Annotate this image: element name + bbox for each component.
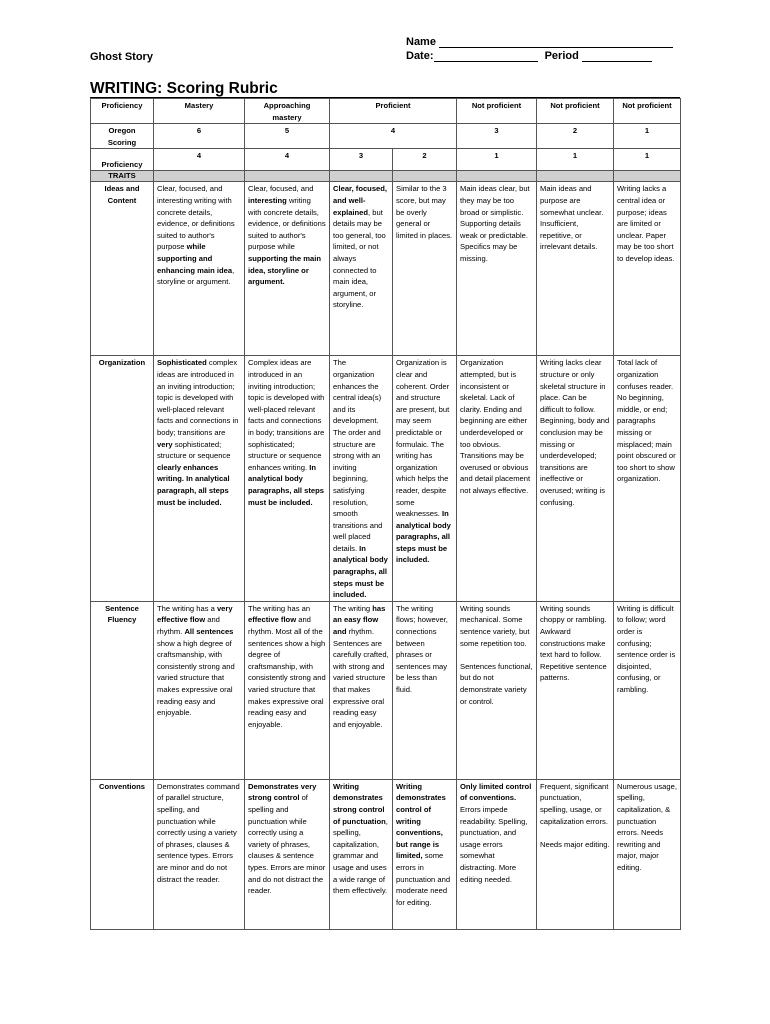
trait-cell: Organization is clear and coherent. Order and structure are present, but may seem predictable or formulaic. The writing has organization which helps the reader, despite some weaknesses. In analytical body paragraphs, all steps must be included. [393,356,457,601]
trait-row-ideas [91,182,681,356]
period-line [582,50,652,62]
trait-cell: The writing flows; however, connections between phrases or sentences may be less than fluid. [393,601,457,779]
proficiency-score: 1 [457,149,537,171]
traits-shade [245,171,330,182]
trait-cell: Writing demonstrates strong control of punctuation, spelling, capitalization, grammar and usage and uses a wide range of them effectively. [330,779,393,929]
trait-name: Sentence Fluency [91,601,154,779]
trait-cell: Sophisticated complex ideas are introduced in an inviting introduction; topic is developed with well-placed relevant facts and connections in body; transitions are very sophisticated; structure or sequence clearly enhances writing. In analytical paragraph, all steps must be included. [154,356,245,601]
proficiency-score: 4 [154,149,245,171]
date-label: Date: [406,50,434,62]
trait-cell: Main ideas and purpose are somewhat unclear. Insufficient, repetitive, or irrelevant details. [537,182,614,356]
page-title: WRITING: Scoring Rubric [90,80,278,97]
col-header-mastery: Mastery [154,99,245,124]
trait-row-sentence-fluency [91,601,681,779]
col-header-not-proficient-1: Not proficient [614,99,681,124]
oregon-scoring-label: Oregon Scoring [91,124,154,149]
name-label: Name [406,36,436,48]
date-period-field[interactable] [406,50,652,62]
proficiency-score: 1 [614,149,681,171]
trait-cell: Main ideas clear, but they may be too broad or simplistic. Supporting details weak or predictable. Specifics may be missing. [457,182,537,356]
traits-label: TRAITS [91,171,154,182]
trait-name: Conventions [91,779,154,929]
trait-cell: Writing is difficult to follow; word order is confusing; sentence order is disjointed, confusing, or rambling. [614,601,681,779]
oregon-score: 1 [614,124,681,149]
traits-shade [537,171,614,182]
trait-cell: The writing has an easy flow and rhythm. Sentences are carefully crafted, with strong and varied structure that makes expressive oral reading easy and enjoyable. [330,601,393,779]
traits-shade [330,171,393,182]
oregon-score: 3 [457,124,537,149]
proficiency-score: 2 [393,149,457,171]
col-header-proficient: Proficient [330,99,457,124]
trait-cell: Writing sounds mechanical. Some sentence variety, but some repetition too. Sentences functional, but do not demonstrate variety or control. [457,601,537,779]
proficiency-score: 3 [330,149,393,171]
oregon-score: 4 [330,124,457,149]
traits-row [91,171,681,182]
trait-cell: Frequent, significant punctuation, spelling, usage, or capitalization errors. Needs major editing. [537,779,614,929]
proficiency-label: Proficiency [91,149,154,171]
trait-name: Organization [91,356,154,601]
date-line [434,50,538,62]
traits-shade [614,171,681,182]
trait-cell: Demonstrates very strong control of spelling and punctuation while correctly using a variety of phrases, clauses & sentence types. Errors are minor and do not distract the reader. [245,779,330,929]
traits-shade [457,171,537,182]
trait-row-organization [91,356,681,601]
trait-cell: Organization attempted, but is inconsistent or skeletal. Lack of clarity. Ending and beginning are either underdeveloped or too obvious. Transitions may be overused or obvious and detail placement not always effective. [457,356,537,601]
oregon-score: 6 [154,124,245,149]
story-title: Ghost Story [90,51,153,63]
trait-cell: The writing has a very effective flow and rhythm. All sentences show a high degree of craftsmanship, with consistently strong and varied structure that makes expressive oral reading easy and enjoyable. [154,601,245,779]
trait-cell: Similar to the 3 score, but may be overly general or limited in places. [393,182,457,356]
trait-cell: Total lack of organization confuses reader. No beginning, middle, or end; paragraphs missing or misplaced; main point obscured or too short to show organization. [614,356,681,601]
oregon-scoring-row [91,124,681,149]
trait-cell: Demonstrates command of parallel structure, spelling, and punctuation while correctly using a variety of phrases, clauses & sentence types. Errors are minor and do not distract the reader. [154,779,245,929]
trait-name: Ideas and Content [91,182,154,356]
name-field[interactable] [406,36,673,48]
proficiency-score: 1 [537,149,614,171]
proficiency-header-row [91,99,681,124]
trait-cell: Clear, focused, and well-explained, but details may be too general, too limited, or not always connected to main idea, argument, or storyline. [330,182,393,356]
trait-cell: Clear, focused, and interesting writing with concrete details, evidence, or definitions suited to author's purpose while supporting the main idea, storyline or argument. [245,182,330,356]
trait-row-conventions [91,779,681,929]
proficiency-score: 4 [245,149,330,171]
trait-cell: Clear, focused, and interesting writing with concrete details, evidence, or definitions suited to author's purpose while supporting and enhancing main idea, storyline or argument. [154,182,245,356]
col-header-proficiency: Proficiency [91,99,154,124]
col-header-not-proficient-2: Not proficient [537,99,614,124]
traits-shade [393,171,457,182]
trait-cell: The writing has an effective flow and rhythm. Most all of the sentences show a high degree of craftsmanship, with consistently strong and varied structure that makes expressive oral reading easy and enjoyable. [245,601,330,779]
period-label: Period [544,50,579,62]
proficiency-score-row [91,149,681,171]
trait-cell: Complex ideas are introduced in an inviting introduction; topic is developed with well-placed relevant facts and connections in body; transitions are sophisticated; structure or sequence enhances writing. In analytical body paragraphs, all steps must be included. [245,356,330,601]
traits-shade [154,171,245,182]
oregon-score: 5 [245,124,330,149]
oregon-score: 2 [537,124,614,149]
trait-cell: Only limited control of conventions. Errors impede readability. Spelling, punctuation, and usage errors somewhat distracting. More editing needed. [457,779,537,929]
trait-cell: Writing lacks a central idea or purpose; ideas are limited or unclear. Paper may be too short to develop ideas. [614,182,681,356]
name-line [439,36,673,48]
col-header-not-proficient-3: Not proficient [457,99,537,124]
scoring-rubric-table [90,98,681,930]
trait-cell: Writing sounds choppy or rambling. Awkward constructions make text hard to follow. Repetitive sentence patterns. [537,601,614,779]
trait-cell: The organization enhances the central idea(s) and its development. The order and structure are strong with an inviting beginning, satisfying resolution, smooth transitions and well placed details. In analytical body paragraphs, all steps must be included. [330,356,393,601]
trait-cell: Writing lacks clear structure or only skeletal structure in place. Can be difficult to follow. Beginning, body and conclusion may be missing or underdeveloped; transitions are ineffective or overused; writing is confusing. [537,356,614,601]
trait-cell: Numerous usage, spelling, capitalization, & punctuation errors. Needs rewriting and major, major editing. [614,779,681,929]
trait-cell: Writing demonstrates control of writing conventions, but range is limited, some errors in punctuation and moderate need for editing. [393,779,457,929]
col-header-approaching: Approaching mastery [245,99,330,124]
